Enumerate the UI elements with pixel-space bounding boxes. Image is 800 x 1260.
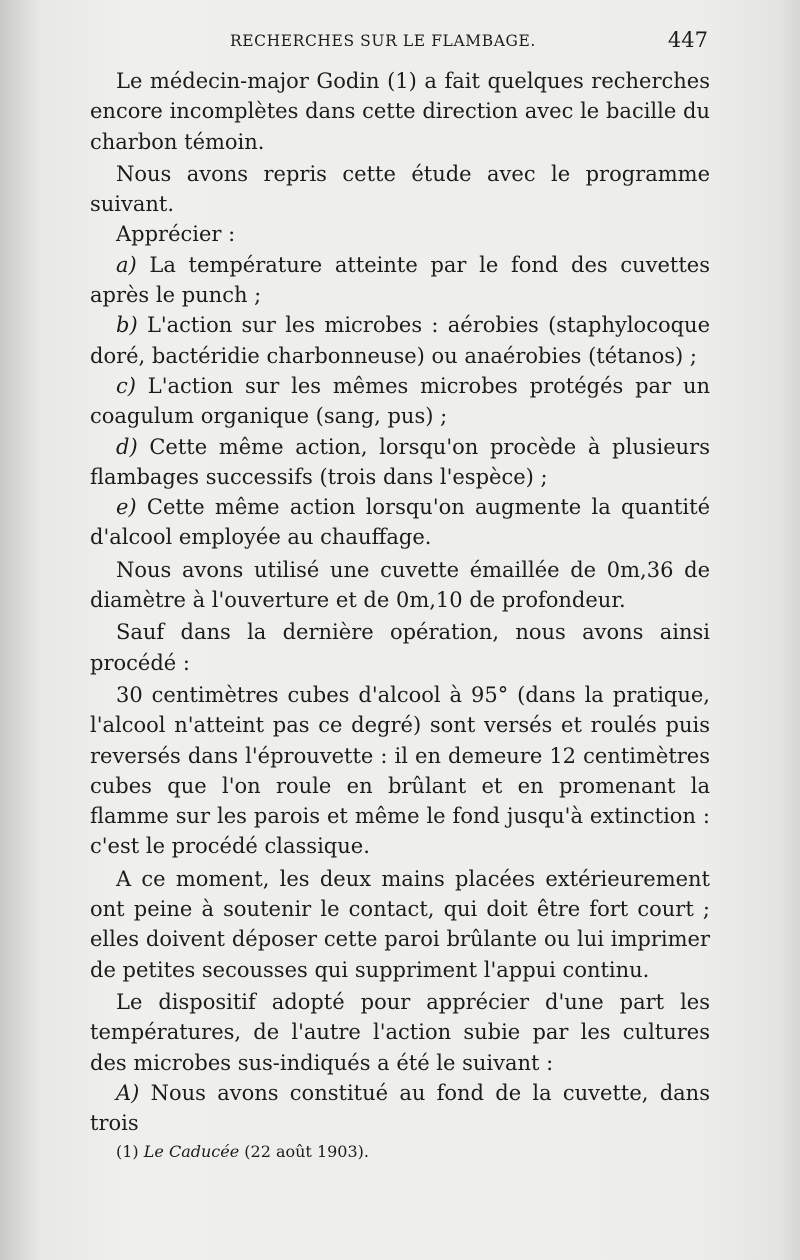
footnote <box>116 1142 369 1161</box>
paragraph: Apprécier : <box>116 222 236 247</box>
running-title: RECHERCHES SUR LE FLAMBAGE. <box>230 32 536 50</box>
footnote-marker: (1) <box>116 1142 139 1161</box>
footnote-date: (22 août 1903). <box>244 1142 369 1161</box>
footnote-source: Le Caducée <box>143 1142 240 1161</box>
page-number: 447 <box>667 28 708 52</box>
list-item: b) L'action sur les microbes : aérobies (staphylocoque doré, bactéridie charbonneuse) ou anaérobies (tétanos) ; <box>90 313 710 368</box>
paragraph: Le dispositif adopté pour apprécier d'une part les températures, de l'autre l'action subie par les cultures des microbes sus-indiqués a été le suivant : <box>90 989 710 1075</box>
page-header <box>230 28 708 56</box>
paragraph: Le médecin-major Godin (1) a fait quelques recherches encore incomplètes dans cette direction avec le bacille du charbon témoin. <box>90 69 710 154</box>
paragraph: Nous avons repris cette étude avec le programme suivant. <box>90 161 710 217</box>
body-text <box>90 66 710 1138</box>
paragraph: Sauf dans la dernière opération, nous avons ainsi procédé : <box>90 620 710 675</box>
list-item: e) Cette même action lorsqu'on augmente la quantité d'alcool employée au chauffage. <box>90 495 710 550</box>
paragraph: 30 centimètres cubes d'alcool à 95° (dans la pratique, l'alcool n'atteint pas ce degré) sont versés et roulés puis reversés dans l'éprouvette : il en demeure 12 centimètres cubes que l'on roule en brûlant et en promenant la flamme sur les parois et même le fond jusqu'à extinction : c'est le procédé classique. <box>90 682 710 859</box>
list-item: a) La température atteinte par le fond des cuvettes après le punch ; <box>90 252 710 308</box>
list-item: d) Cette même action, lorsqu'on procède à plusieurs flambages successifs (trois dans l'espèce) ; <box>90 434 710 489</box>
list-item: A) Nous avons constitué au fond de la cuvette, dans trois <box>90 1080 710 1136</box>
paragraph: A ce moment, les deux mains placées extérieurement ont peine à soutenir le contact, qui doit être fort court ; elles doivent déposer cette paroi brûlante ou lui imprimer de petites secousses qui suppriment l'appui continu. <box>90 866 710 982</box>
paragraph: Nous avons utilisé une cuvette émaillée de 0m,36 de diamètre à l'ouverture et de 0m,10 de profondeur. <box>90 557 710 613</box>
list-item: c) L'action sur les mêmes microbes protégés par un coagulum organique (sang, pus) ; <box>90 373 710 429</box>
